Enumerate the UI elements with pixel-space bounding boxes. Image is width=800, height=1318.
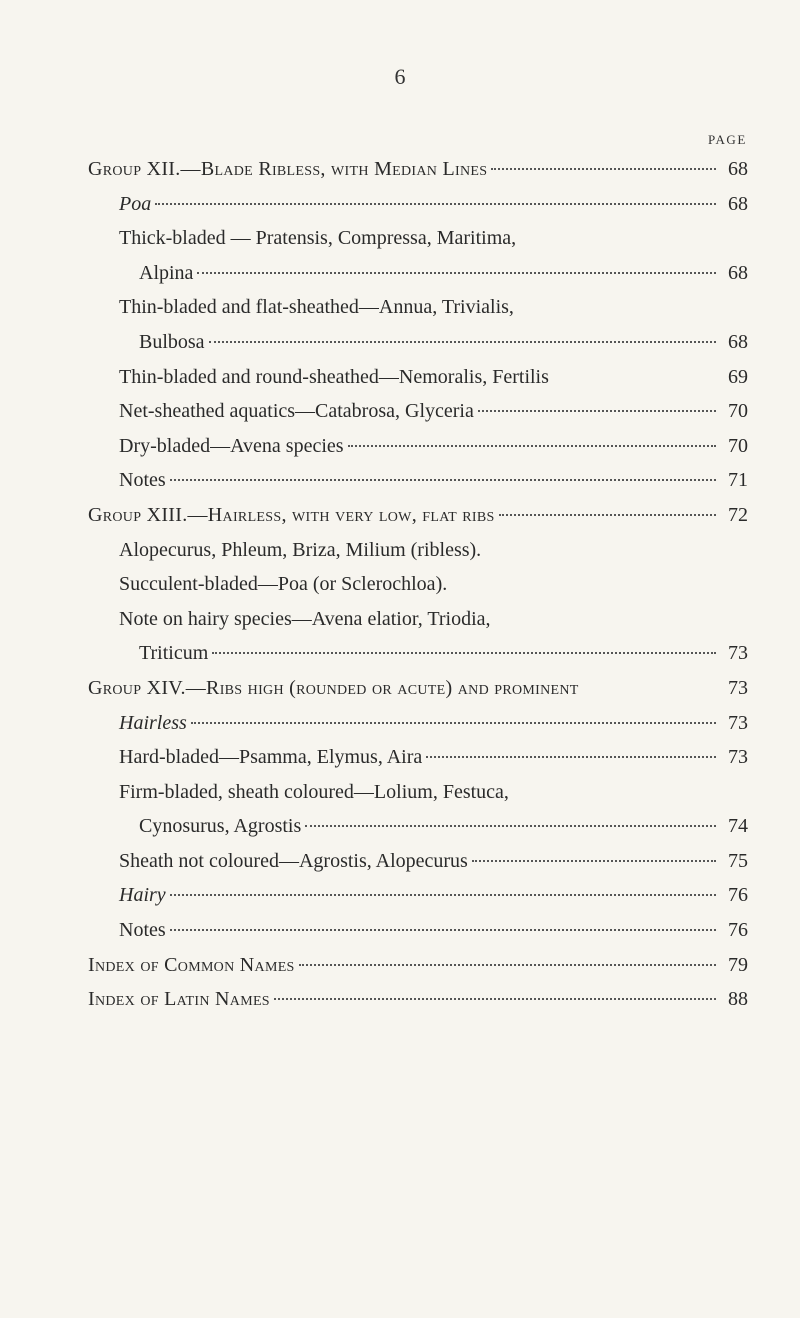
toc-page-number: 75	[728, 849, 748, 872]
toc-entry	[88, 602, 748, 637]
toc-page-number: 76	[728, 919, 748, 942]
toc-entry-text: Notes	[119, 469, 166, 492]
toc-entry-text: Poa	[119, 192, 152, 215]
toc-entry	[88, 775, 748, 810]
dot-leader	[299, 963, 716, 966]
toc-entry-text: Hairless	[119, 711, 187, 734]
toc-entry	[88, 878, 748, 913]
toc-page-number: 73	[728, 642, 748, 665]
toc-entry-text: Alopecurus, Phleum, Briza, Milium (ribless).	[119, 538, 482, 561]
toc-entry-text: Triticum	[139, 642, 209, 665]
dot-leader	[274, 997, 716, 1000]
toc-entry-text: Index of Common Names	[88, 953, 295, 976]
toc-entry	[88, 567, 748, 602]
toc-entry	[88, 221, 748, 256]
dot-leader	[191, 721, 716, 724]
toc-entry-text: Firm-bladed, sheath coloured—Lolium, Festuca,	[119, 780, 509, 803]
toc-entry-text: Group XIV.—Ribs high (rounded or acute) and prominent	[88, 676, 579, 699]
toc-entry	[88, 533, 748, 568]
toc-page-number: 74	[728, 815, 748, 838]
toc-entry-text: Sheath not coloured—Agrostis, Alopecurus	[119, 849, 468, 872]
toc-page-number: 69	[728, 365, 748, 388]
dot-leader	[197, 271, 716, 274]
toc-entry-text: Index of Latin Names	[88, 988, 270, 1011]
dot-leader	[426, 755, 716, 758]
toc-page-number: 71	[728, 469, 748, 492]
dot-leader	[305, 824, 716, 827]
dot-leader	[212, 651, 716, 654]
toc-entry-text: Alpina	[139, 261, 194, 284]
dot-leader	[472, 859, 716, 862]
dot-leader	[170, 893, 716, 896]
page-number: 6	[394, 64, 406, 89]
toc-entry-text: Group XII.—Blade Ribless, with Median Lines	[88, 158, 488, 180]
toc-page-number: 68	[728, 330, 748, 353]
toc-page-number: 70	[728, 400, 748, 423]
toc-entry-text: Net-sheathed aquatics—Catabrosa, Glyceria	[119, 400, 474, 423]
toc-entry-text: Thick-bladed — Pratensis, Compressa, Maritima,	[119, 227, 517, 250]
toc-entry-text: Succulent-bladed—Poa (or Sclerochloa).	[119, 573, 448, 596]
toc-entry-text: Thin-bladed and round-sheathed—Nemoralis, Fertilis	[119, 365, 549, 388]
toc-page-number: 68	[728, 261, 748, 284]
toc-entry-text: Dry-bladed—Avena species	[119, 434, 344, 457]
toc-group-entry	[88, 982, 748, 1017]
dot-leader	[499, 513, 716, 516]
toc-page-number: 79	[728, 953, 748, 976]
toc-group-entry	[88, 498, 748, 533]
toc-page-number: 73	[728, 711, 748, 734]
toc-entry	[88, 636, 748, 671]
toc-entry	[88, 360, 748, 395]
dot-leader	[348, 444, 716, 447]
toc-page-number: 68	[728, 192, 748, 215]
toc-group-entry	[88, 152, 748, 187]
toc-group-entry	[88, 948, 748, 983]
toc-entry-text: Note on hairy species—Avena elatior, Triodia,	[119, 607, 491, 630]
toc-entry	[88, 463, 748, 498]
toc-entry	[88, 290, 748, 325]
toc-entry	[88, 394, 748, 429]
dot-leader	[478, 409, 716, 412]
dot-leader	[155, 202, 716, 205]
toc-entry	[88, 913, 748, 948]
toc-entry-text: Bulbosa	[139, 330, 205, 353]
toc-entry-text: Group XIII.—Hairless, with very low, flat ribs	[88, 503, 495, 526]
toc-entry	[88, 256, 748, 291]
toc-entry	[88, 325, 748, 360]
toc-entry-text: Cynosurus, Agrostis	[139, 815, 302, 838]
toc-page-number: 73	[728, 676, 748, 699]
toc-entry	[88, 187, 748, 222]
dot-leader	[209, 340, 716, 343]
toc-page-number: 73	[728, 746, 748, 769]
dot-leader	[491, 167, 716, 170]
toc-entry-text: Notes	[119, 919, 166, 942]
toc-page-number: 68	[728, 158, 748, 180]
toc-entry	[88, 809, 748, 844]
toc-entry-text: Thin-bladed and flat-sheathed—Annua, Trivialis,	[119, 296, 514, 319]
dot-leader	[170, 478, 716, 481]
toc-entry	[88, 740, 748, 775]
toc-entry	[88, 429, 748, 464]
toc-page-number: 76	[728, 884, 748, 907]
table-of-contents	[88, 152, 748, 1017]
toc-entry-text: Hairy	[119, 884, 166, 907]
page-column-label: PAGE	[708, 132, 747, 147]
toc-entry	[88, 844, 748, 879]
toc-page-number: 88	[728, 988, 748, 1011]
toc-group-entry	[88, 671, 748, 706]
toc-page-number: 72	[728, 503, 748, 526]
toc-entry	[88, 706, 748, 741]
toc-page-number: 70	[728, 434, 748, 457]
toc-entry-text: Hard-bladed—Psamma, Elymus, Aira	[119, 746, 423, 769]
dot-leader	[170, 928, 716, 931]
